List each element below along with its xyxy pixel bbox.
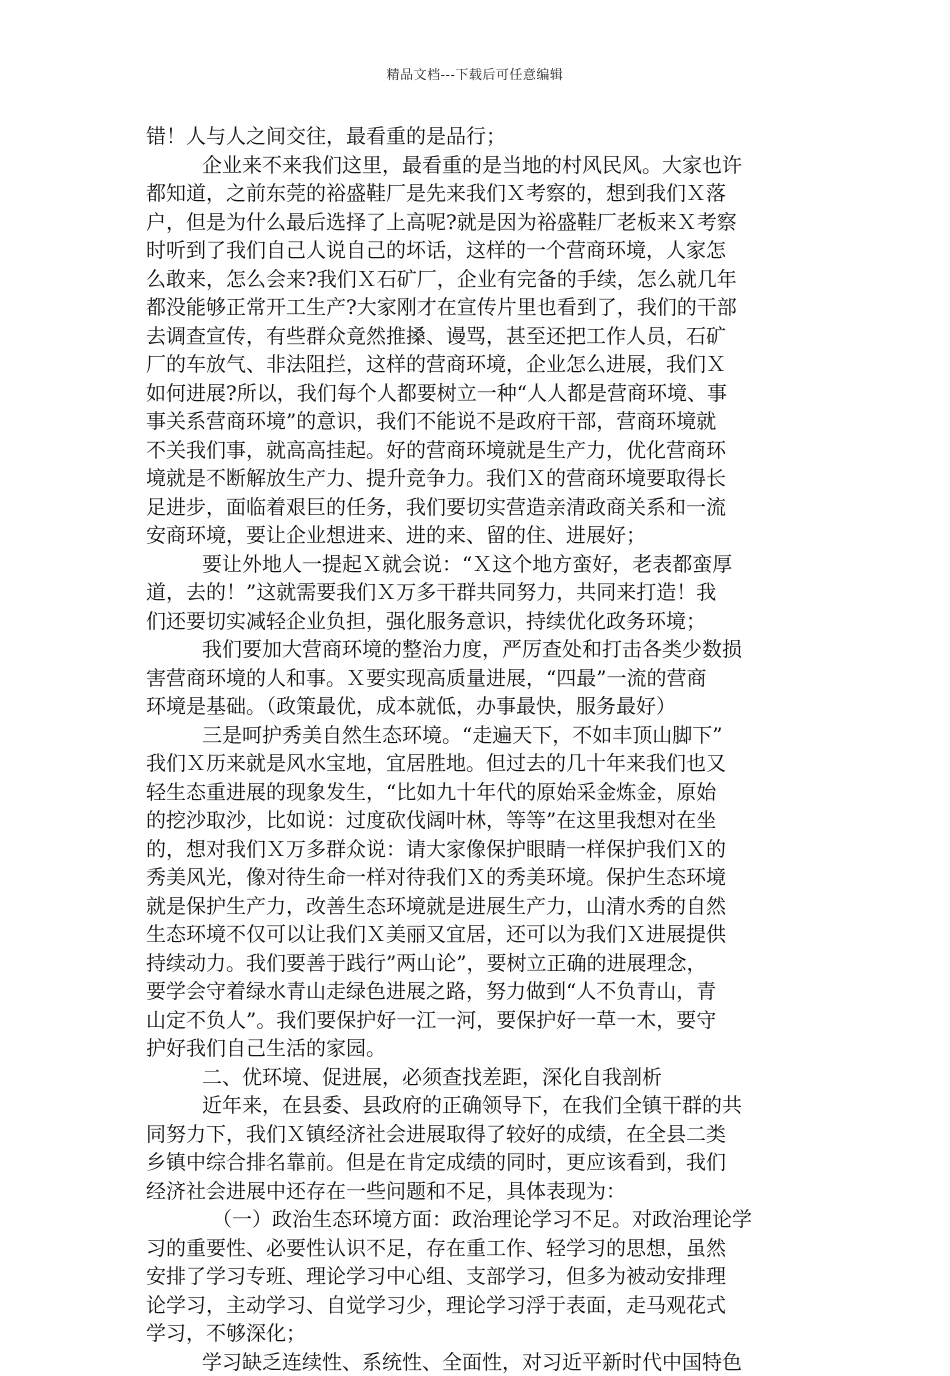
text-line: （一）政治生态环境方面：政治理论学习不足。对政治理论学 <box>146 1205 810 1234</box>
text-line: 山定不负人”。我们要保护好一江一河，要保护好一草一木，要守 <box>146 1006 810 1035</box>
text-line: 三是呵护秀美自然生态环境。“走遍天下，不如丰顶山脚下” <box>146 721 810 750</box>
text-line: 错！人与人之间交往，最看重的是品行； <box>146 122 810 151</box>
text-line: 事关系营商环境”的意识，我们不能说不是政府干部，营商环境就 <box>146 407 810 436</box>
text-line: 们还要切实减轻企业负担，强化服务意识，持续优化政务环境； <box>146 607 810 636</box>
text-line: 学习缺乏连续性、系统性、全面性，对习近平新时代中国特色 <box>146 1348 810 1376</box>
text-line: 安排了学习专班、理论学习中心组、支部学习，但多为被动安排理 <box>146 1262 810 1291</box>
text-line: 护好我们自己生活的家园。 <box>146 1034 810 1063</box>
text-line: 我们要加大营商环境的整治力度，严厉查处和打击各类少数损 <box>146 635 810 664</box>
text-line: 不关我们事，就高高挂起。好的营商环境就是生产力，优化营商环 <box>146 436 810 465</box>
text-line: 都知道，之前东莞的裕盛鞋厂是先来我们Ｘ考察的，想到我们Ｘ落 <box>146 179 810 208</box>
text-line: 去调查宣传，有些群众竟然推搡、谩骂，甚至还把工作人员，石矿 <box>146 322 810 351</box>
text-line: 足进步，面临着艰巨的任务，我们要切实营造亲清政商关系和一流 <box>146 493 810 522</box>
text-line: 的挖沙取沙，比如说：过度砍伐阔叶林，等等”在这里我想对在坐 <box>146 806 810 835</box>
text-line: 同努力下，我们Ｘ镇经济社会进展取得了较好的成绩，在全县二类 <box>146 1120 810 1149</box>
text-line: 乡镇中综合排名靠前。但是在肯定成绩的同时，更应该看到，我们 <box>146 1148 810 1177</box>
text-line: 论学习，主动学习、自觉学习少，理论学习浮于表面，走马观花式 <box>146 1291 810 1320</box>
document-body <box>146 122 810 1376</box>
text-line: 二、优环境、促进展，必须查找差距，深化自我剖析 <box>146 1063 810 1092</box>
text-line: 要让外地人一提起Ｘ就会说：“Ｘ这个地方蛮好，老表都蛮厚 <box>146 550 810 579</box>
text-line: 习的重要性、必要性认识不足，存在重工作、轻学习的思想，虽然 <box>146 1234 810 1263</box>
text-line: 如何进展?所以，我们每个人都要树立一种“人人都是营商环境、事 <box>146 379 810 408</box>
text-line: 的，想对我们Ｘ万多群众说：请大家像保护眼睛一样保护我们Ｘ的 <box>146 835 810 864</box>
text-line: 时听到了我们自己人说自己的坏话，这样的一个营商环境，人家怎 <box>146 236 810 265</box>
text-line: 学习，不够深化； <box>146 1319 810 1348</box>
text-line: 生态环境不仅可以让我们Ｘ美丽又宜居，还可以为我们Ｘ进展提供 <box>146 920 810 949</box>
text-line: 秀美风光，像对待生命一样对待我们Ｘ的秀美环境。保护生态环境 <box>146 863 810 892</box>
text-line: 我们Ｘ历来就是风水宝地，宜居胜地。但过去的几十年来我们也又 <box>146 749 810 778</box>
text-line: 道，去的！”这就需要我们Ｘ万多干群共同努力，共同来打造！我 <box>146 578 810 607</box>
text-line: 境就是不断解放生产力、提升竞争力。我们Ｘ的营商环境要取得长 <box>146 464 810 493</box>
text-line: 安商环境，要让企业想进来、进的来、留的住、进展好； <box>146 521 810 550</box>
text-line: 轻生态重进展的现象发生，“比如九十年代的原始采金炼金，原始 <box>146 778 810 807</box>
text-line: 都没能够正常开工生产?大家刚才在宣传片里也看到了，我们的干部 <box>146 293 810 322</box>
text-line: 要学会守着绿水青山走绿色进展之路，努力做到“人不负青山，青 <box>146 977 810 1006</box>
text-line: 害营商环境的人和事。Ｘ要实现高质量进展，“四最”一流的营商 <box>146 664 810 693</box>
text-line: 近年来，在县委、县政府的正确领导下，在我们全镇干群的共 <box>146 1091 810 1120</box>
text-line: 户，但是为什么最后选择了上高呢?就是因为裕盛鞋厂老板来Ｘ考察 <box>146 208 810 237</box>
text-line: 就是保护生产力，改善生态环境就是进展生产力，山清水秀的自然 <box>146 892 810 921</box>
text-line: 企业来不来我们这里，最看重的是当地的村风民风。大家也许 <box>146 151 810 180</box>
text-line: 么敢来，怎么会来?我们Ｘ石矿厂，企业有完备的手续，怎么就几年 <box>146 265 810 294</box>
text-line: 经济社会进展中还存在一些问题和不足，具体表现为： <box>146 1177 810 1206</box>
text-line: 持续动力。我们要善于践行”两山论”，要树立正确的进展理念， <box>146 949 810 978</box>
text-line: 环境是基础。（政策最优，成本就低，办事最快，服务最好） <box>146 692 810 721</box>
page-header: 精品文档---下载后可任意编辑 <box>0 64 950 83</box>
text-line: 厂的车放气、非法阻拦，这样的营商环境，企业怎么进展，我们Ｘ <box>146 350 810 379</box>
